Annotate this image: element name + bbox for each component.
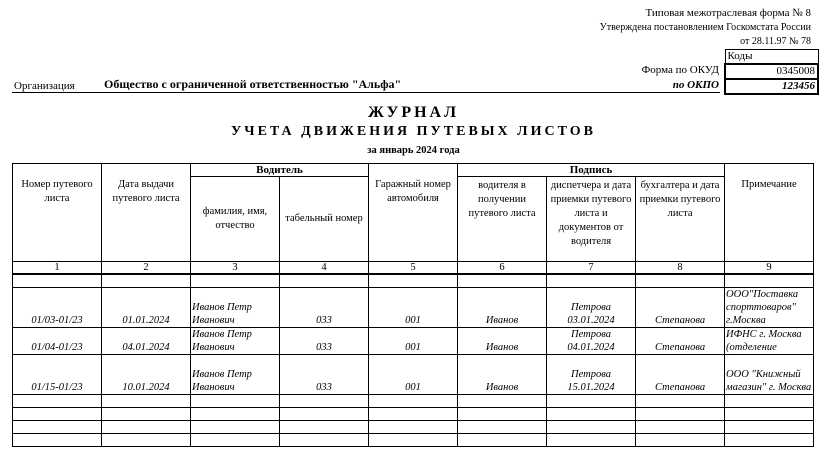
header-issue-date: Дата выдачи путевого листа — [102, 164, 191, 262]
empty-row — [13, 421, 814, 434]
column-number: 2 — [102, 262, 191, 275]
column-number: 4 — [280, 262, 369, 275]
column-number: 5 — [369, 262, 458, 275]
cell-dispatcher-sign: Петрова 15.01.2024 — [547, 355, 636, 395]
header-waybill-number: Номер путевого листа — [13, 164, 102, 262]
organization-label: Организация — [14, 80, 75, 92]
cell-accountant-sign: Степанова — [636, 288, 725, 328]
cell-tab-number: 033 — [280, 328, 369, 355]
organization-name: Общество с ограниченной ответственностью "Альфа" — [104, 77, 402, 91]
okud-label: Форма по ОКУД — [641, 64, 719, 76]
form-approval-date: от 28.11.97 № 78 — [740, 36, 811, 47]
cell-tab-number: 033 — [280, 355, 369, 395]
form-approval-label: Утверждена постановлением Госкомстата России — [599, 22, 811, 33]
cell-issue-date: 01.01.2024 — [102, 288, 191, 328]
cell-driver-name: Иванов Петр Иванович — [191, 355, 280, 395]
header-garage-number: Гаражный номер автомобиля — [369, 164, 458, 262]
cell-tab-number: 033 — [280, 288, 369, 328]
column-number: 3 — [191, 262, 280, 275]
cell-dispatcher-sign: Петрова 03.01.2024 — [547, 288, 636, 328]
organization-underline — [12, 92, 720, 93]
okpo-value: 123456 — [725, 79, 818, 94]
header-dispatcher-sign: диспетчера и дата приемки путевого листа и документов от водителя — [547, 177, 636, 262]
header-driver-group: Водитель — [191, 164, 369, 177]
codes-header: Коды — [725, 50, 818, 65]
header-driver-name: фамилия, имя, отчество — [191, 177, 280, 262]
cell-waybill-number: 01/03-01/23 — [13, 288, 102, 328]
journal-period: за январь 2024 года — [367, 145, 460, 156]
column-number: 8 — [636, 262, 725, 275]
codes-table — [724, 49, 819, 95]
empty-row — [13, 434, 814, 447]
journal-subtitle: УЧЕТА ДВИЖЕНИЯ ПУТЕВЫХ ЛИСТОВ — [231, 124, 596, 139]
header-accountant-sign: бухгалтера и дата приемки путевого листа — [636, 177, 725, 262]
header-tab-number: табельный номер — [280, 177, 369, 262]
cell-driver-sign: Иванов — [458, 288, 547, 328]
cell-note: ООО"Поставка спорттоваров" г.Москва — [725, 288, 814, 328]
column-number: 6 — [458, 262, 547, 275]
column-numbers-row — [13, 262, 814, 275]
table-row — [13, 355, 814, 395]
okpo-label: по ОКПО — [672, 79, 719, 91]
cell-note: ИФНС г. Москва (отделение — [725, 328, 814, 355]
cell-driver-name: Иванов Петр Иванович — [191, 288, 280, 328]
header-note: Примечание — [725, 164, 814, 262]
cell-waybill-number: 01/15-01/23 — [13, 355, 102, 395]
empty-row — [13, 395, 814, 408]
cell-driver-name: Иванов Петр Иванович — [191, 328, 280, 355]
cell-note: ООО "Книжный магазин" г. Москва — [725, 355, 814, 395]
cell-dispatcher-sign: Петрова 04.01.2024 — [547, 328, 636, 355]
cell-issue-date: 10.01.2024 — [102, 355, 191, 395]
journal-table — [12, 163, 814, 447]
table-row — [13, 328, 814, 355]
cell-accountant-sign: Степанова — [636, 355, 725, 395]
cell-waybill-number: 01/04-01/23 — [13, 328, 102, 355]
journal-title: ЖУРНАЛ — [367, 104, 460, 121]
cell-garage-number: 001 — [369, 328, 458, 355]
column-number: 9 — [725, 262, 814, 275]
form-type-label: Типовая межотраслевая форма № 8 — [645, 7, 811, 19]
cell-garage-number: 001 — [369, 288, 458, 328]
table-row — [13, 288, 814, 328]
cell-accountant-sign: Степанова — [636, 328, 725, 355]
cell-issue-date: 04.01.2024 — [102, 328, 191, 355]
header-signature-group: Подпись — [458, 164, 725, 177]
cell-garage-number: 001 — [369, 355, 458, 395]
empty-row — [13, 408, 814, 421]
cell-driver-sign: Иванов — [458, 328, 547, 355]
cell-driver-sign: Иванов — [458, 355, 547, 395]
okud-value: 0345008 — [725, 64, 818, 79]
header-driver-sign: водителя в получении путевого листа — [458, 177, 547, 262]
column-number: 1 — [13, 262, 102, 275]
column-number: 7 — [547, 262, 636, 275]
